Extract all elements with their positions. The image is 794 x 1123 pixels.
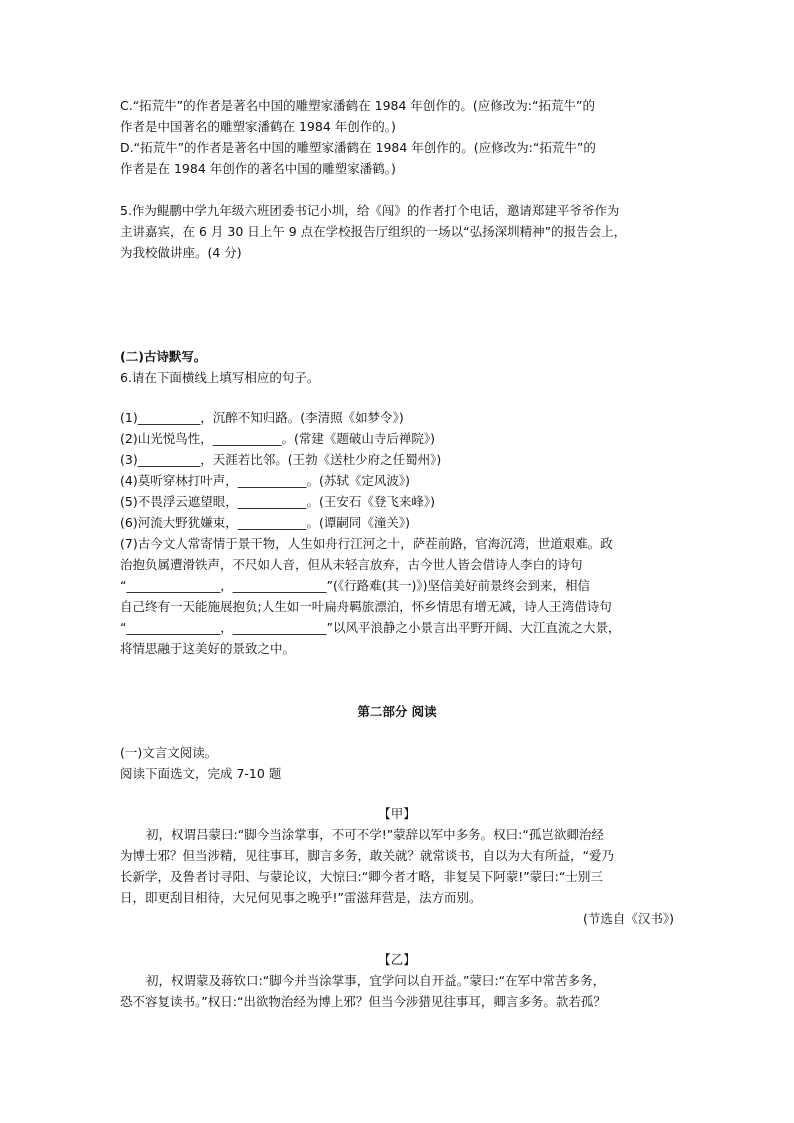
- passage-yi-label: 【乙】: [378, 952, 416, 967]
- poem-item-7-line-3: “_______________，_______________”(《行路难(其一)》)坚信美好前景终会到来，相信: [120, 578, 590, 593]
- question-5-line-1: 5.作为鲲鹏中学九年级六班团委书记小圳，给《闯》的作者打个电话，邀请郑建平爷爷作为: [120, 203, 620, 218]
- option-d-line-1: D.“拓荒牛”的作者是著名中国的雕塑家潘鹤在 1984 年创作的。(应修改为:“拓荒牛”的: [120, 140, 596, 155]
- question-5-line-3: 为我校做讲座。(4 分): [120, 245, 242, 260]
- poem-item-7-line-4: 自己终有一天能施展抱负;人生如一叶扁舟羁旅漂泊，怀乡情思有增无减，诗人王湾借诗句: [120, 599, 612, 614]
- poem-item-7-line-6: 将情思融于这美好的景致之中。: [120, 641, 296, 656]
- option-c-line-1: C.“拓荒牛”的作者是著名中国的雕塑家潘鹤在 1984 年创作的。(应修改为:“拓荒牛”的: [120, 98, 595, 113]
- poem-item-7-line-5: “_______________，_______________”以风平浪静之小景言出平野开阔、大江直流之大景，: [120, 620, 621, 635]
- poem-item-3: (3)__________，天涯若比邻。(王勃《送杜少府之任蜀州》): [120, 452, 442, 467]
- passage-jia-label: 【甲】: [378, 806, 416, 821]
- poem-item-6: (6)河流大野犹嫌束，___________。(谭嗣同《潼关》): [120, 515, 410, 530]
- poem-item-1: (1)__________，沉醉不知归路。(李清照《如梦令》): [120, 410, 404, 425]
- passage-yi-line-2: 恐不容复读书。”权日:“出欲物治经为博上邪？但当今涉猎见往事耳，卿言多务。款若孤？: [120, 994, 606, 1009]
- question-6-prompt: 6.请在下面横线上填写相应的句子。: [120, 370, 320, 385]
- poem-item-5: (5)不畏浮云遮望眼，___________。(王安石《登飞来峰》): [120, 494, 435, 509]
- poem-item-7-line-2: 治抱负属遭滑铁声，不尺如人音，但从未轻言放弃，古今世人皆会借诗人李白的诗句: [120, 557, 583, 572]
- poem-item-4: (4)莫听穿林打叶声，___________。(苏轼《定风波》): [120, 473, 410, 488]
- passage-jia-line-2: 为博士邪？但当涉精，见往事耳，脚言多务，敢关就？就常谈书，自以为大有所益，“爱乃: [120, 848, 614, 863]
- classical-reading-heading: (一)文言文阅读。: [120, 745, 218, 760]
- option-c-line-2: 作者是中国著名的雕塑家潘鹤在 1984 年创作的。): [120, 119, 396, 134]
- poem-item-2: (2)山光悦鸟性，___________。(常建《题破山寺后禅院》): [120, 431, 435, 446]
- passage-yi-line-1: 初，权谓蒙及蒋钦口:“脚今并当涂掌事，宜学问以自开益。”蒙曰:“在军中常苦多务，: [146, 973, 606, 988]
- passage-jia-line-1: 初，权谓吕蒙曰:“脚今当涂掌事，不可不学!”蒙辞以军中多务。权曰:“孤岂欲卿治经: [146, 827, 604, 842]
- section-heading-poetry: (二)古诗默写。: [120, 349, 207, 364]
- passage-jia-source: (节选自《汉书》): [582, 911, 674, 926]
- passage-jia-line-4: 日，即更刮目相待，大兄何见事之晚乎!”雷滋拜营是，法方而别。: [120, 890, 482, 905]
- part-two-heading: 第二部分 阅读: [357, 704, 437, 719]
- classical-reading-instruction: 阅读下面选文，完成 7-10 题: [120, 766, 282, 781]
- question-5-line-2: 主讲嘉宾，在 6 月 30 日上午 9 点在学校报告厅组织的一场以“弘扬深圳精神”的报告会上，: [120, 224, 627, 239]
- passage-jia-line-3: 长新学，及鲁者讨寻阳、与蒙论议，大惊曰:“卿今者才略，非复吴下阿蒙!”蒙曰:“士别三: [120, 869, 603, 884]
- option-d-line-2: 作者是在 1984 年创作的著名中国的雕塑家潘鹤。): [120, 161, 396, 176]
- poem-item-7-line-1: (7)古今文人常寄情于景干物，人生如舟行江河之十，萨茬前路，官海沉湾，世道艰难。政: [120, 536, 613, 551]
